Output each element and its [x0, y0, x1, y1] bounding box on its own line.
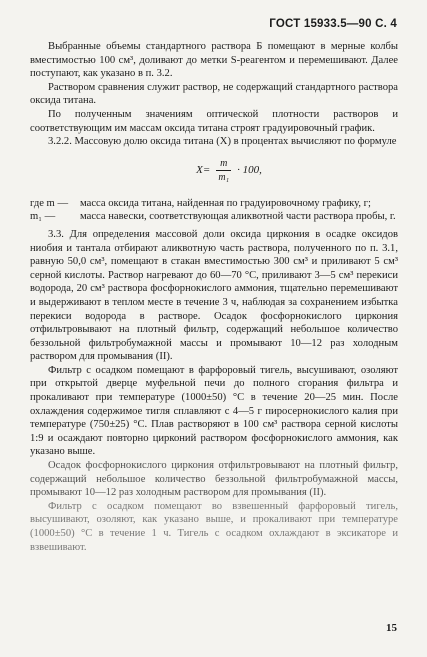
paragraph: Фильтр с осадком помещают во взвешенный фарфоровый тигель, высушивают, озоляют, как указано выше, и прокаливают при температуре (1000±50) °С в течение 1 ч. Тигель с осадком охлаждают в эксикаторе и взвешивают. — [30, 500, 398, 553]
where-line — [30, 210, 398, 224]
formula-numerator: m — [216, 157, 231, 172]
paragraph: Осадок фосфорнокислого циркония отфильтровывают на плотный фильтр, содержащий небольшое количество беззольной фильтробумажной массы, промывают 10—12 раз холодным раствором для промывания (II). — [30, 460, 398, 499]
formula-rhs: · 100, — [237, 164, 262, 177]
formula-denominator: m₁ — [218, 172, 230, 184]
paragraph: 3.3. Для определения массовой доли оксида циркония в осадке оксидов ниобия и тантала отбирают аликвотную часть раствора, полученного по п. 3.1, равную 50,0 см³, помещают в стакан вместимостью 300 см³ и приливают 5 см³ серной кислоты. Раствор нагревают до 60—70 °С, приливают 3—5 см³ перекиси водорода, 20 см³ раствора фосфорнокислого аммония, тщательно перемешивают и выдерживают в теплом месте в течение 3 ч, наблюдая за сохранением избытка перекиси водорода в растворе. Осадок фосфорнокислого циркония отфильтровывают на плотный фильтр, содержащий небольшое количество беззольной фильтробумажной массы и промывают 10—12 раз холодным раствором для промывания (II). — [30, 228, 398, 363]
where-label: m₁ — — [30, 211, 56, 223]
formula-lhs: X= — [196, 164, 211, 177]
formula-fraction — [216, 157, 231, 185]
where-line — [30, 197, 398, 211]
formula — [60, 157, 398, 187]
where-text: масса оксида титана, найденная по градуировочному графику, г; — [80, 197, 371, 209]
paragraph: 3.2.2. Массовую долю оксида титана (X) в процентах вычисляют по формуле — [48, 136, 397, 148]
standard-header: ГОСТ 15933.5—90 С. 4 — [269, 18, 397, 30]
paragraph: Выбранные объемы стандартного раствора Б помещают в мерные колбы вместимостью 100 см³, доливают до метки S-реагентом и перемешивают. Далее поступают, как указано в п. 3.2. — [30, 41, 398, 80]
page-number: 15 — [386, 622, 397, 634]
where-text: масса навески, соответствующая аликвотной части раствора пробы, г. — [80, 211, 396, 223]
paragraph: По полученным значениям оптической плотности растворов и соответствующим им массам оксида титана строят градуировочный график. — [30, 108, 398, 134]
paragraph: Раствором сравнения служит раствор, не содержащий стандартного раствора оксида титана. — [30, 81, 398, 107]
paragraph: Фильтр с осадком помещают в фарфоровый тигель, высушивают, озоляют при открытой дверце муфельной печи до полного сгорания фильтра и прокаливают при температуре (1000±50) °С в течение 20—25 мин. После охлаждения содержимое тигля сплавляют с 4—5 г пиросернокислого калия при температуре (750±25) °С. Плав растворяют в 100 см³ раствора серной кислоты 1:9 и осаждают повторно цирконий раствором фосфорнокислого аммония, как указано выше. — [30, 364, 398, 458]
where-label: где m — — [30, 197, 69, 209]
body-text — [30, 40, 398, 554]
